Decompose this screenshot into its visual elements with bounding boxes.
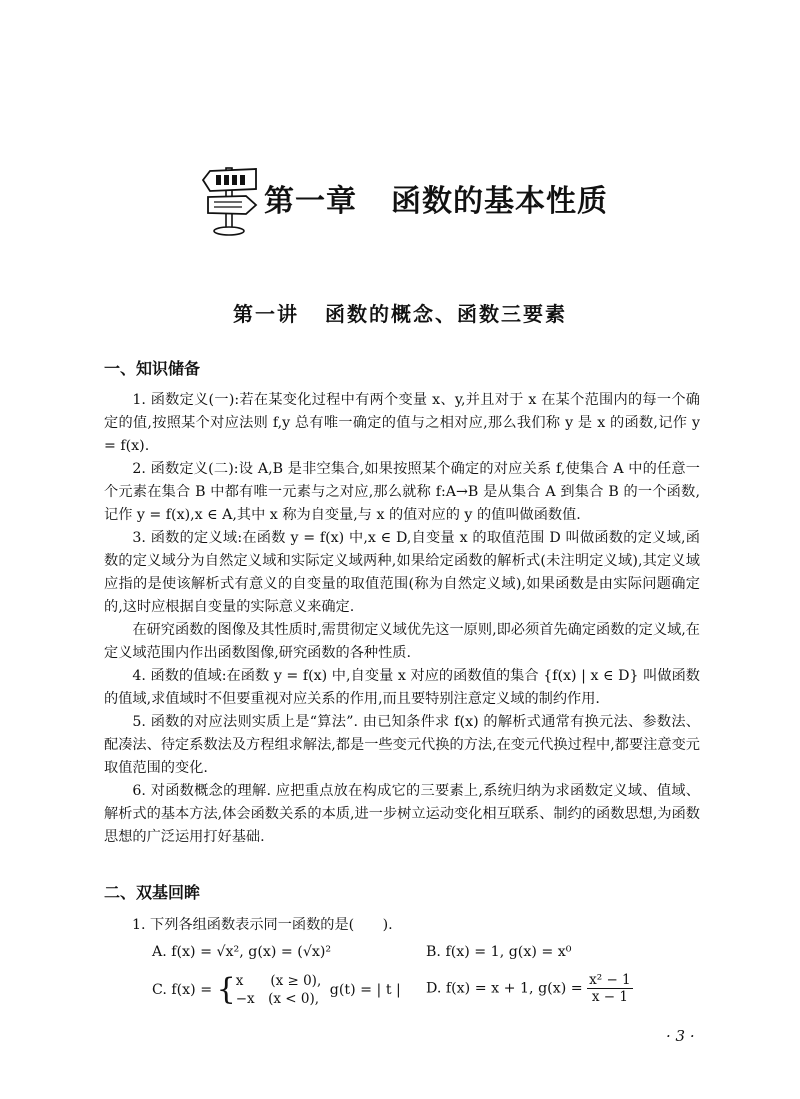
option-c [152, 972, 401, 1008]
section-heading-review: 二、双基回眸 [104, 883, 201, 902]
lecture-number: 第一讲 [233, 302, 299, 326]
chapter-header [200, 160, 620, 240]
paragraph-understanding: 6. 对函数概念的理解. 应把重点放在构成它的三要素上,系统归纳为求函数定义域、值域、解析式的基本方法,体会函数关系的本质,进一步树立运动变化相互联系、制约的函数思想,为函数思想的广泛运用打好基础. [104, 783, 700, 845]
paragraph-definition-2: 2. 函数定义(二):设 A,B 是非空集合,如果按照某个确定的对应关系 f,使集合 A 中的任意一个元素在集合 B 中都有唯一元素与之对应,那么就称 f:A→B 是从集合 A 到集合 B 的一个函数,记作 y = f(x),x ∈ A,其中 x 称为自变量,与 x 的值对应的 y 的值叫做函数值. [104, 461, 700, 523]
lecture-title [0, 298, 800, 327]
option-c-prefix: C. f(x) = [152, 982, 213, 998]
paragraph-domain-note: 在研究函数的图像及其性质时,需贯彻定义域优先这一原则,即必须首先确定函数的定义域,在定义域范围内作出函数图像,研究函数的各种性质. [104, 622, 700, 661]
case-1: x (x ≥ 0), [235, 973, 322, 989]
fraction-denominator: x − 1 [591, 989, 628, 1005]
lecture-name: 函数的概念、函数三要素 [325, 302, 567, 326]
option-a: A. f(x) = √x², g(x) = (√x)² [152, 944, 332, 960]
paragraph-range: 4. 函数的值域:在函数 y = f(x) 中,自变量 x 对应的函数值的集合 {f(x) | x ∈ D} 叫做函数的值域,求值域时不但要重视对应关系的作用,而且要特别注意定义域的制约作用. [104, 668, 700, 707]
chapter-name: 函数的基本性质 [391, 184, 608, 219]
paragraph-definition-1: 1. 函数定义(一):若在某变化过程中有两个变量 x、y,并且对于 x 在某个范围内的每一个确定的值,按照某个对应法则 f,y 总有唯一确定的值与之相对应,那么我们称 y 是 x 的函数,记作 y = f(x). [104, 392, 700, 454]
option-c-suffix: g(t) = | t | [329, 982, 401, 998]
knowledge-text [104, 389, 700, 849]
paragraph-rule: 5. 函数的对应法则实质上是“算法”. 由已知条件求 f(x) 的解析式通常有换元法、参数法、配凑法、待定系数法及方程组求解法,都是一些变元代换的方法,在变元代换过程中,都要注意变元取值范围的变化. [104, 714, 700, 776]
page-number: · 3 · [666, 1027, 695, 1045]
paragraph-domain: 3. 函数的定义域:在函数 y = f(x) 中,x ∈ D,自变量 x 的取值范围 D 叫做函数的定义域,函数的定义域分为自然定义域和实际定义域两种,如果给定函数的解析式(未注明定义域),其定义域应指的是使该解析式有意义的自变量的取值范围(称为自然定义域),如果函数是由实际问题确定的,这时应根据自变量的实际意义来确定. [104, 530, 700, 615]
option-d [426, 972, 633, 1005]
option-b: B. f(x) = 1, g(x) = x⁰ [426, 944, 572, 960]
fraction-numerator: x² − 1 [589, 972, 631, 988]
signpost-icon [200, 160, 262, 238]
fraction [587, 972, 633, 1005]
question-text: 1. 下列各组函数表示同一函数的是( ). [132, 917, 393, 933]
brace-symbol: { [216, 972, 236, 1007]
case-2: −x (x < 0), [235, 991, 320, 1007]
section-heading-knowledge: 一、知识储备 [104, 359, 201, 378]
question-1 [104, 914, 704, 1014]
chapter-title [264, 176, 608, 220]
option-d-prefix: D. f(x) = x + 1, g(x) = [426, 980, 583, 997]
piecewise-cases [236, 972, 322, 1008]
chapter-number: 第一章 [264, 184, 357, 219]
